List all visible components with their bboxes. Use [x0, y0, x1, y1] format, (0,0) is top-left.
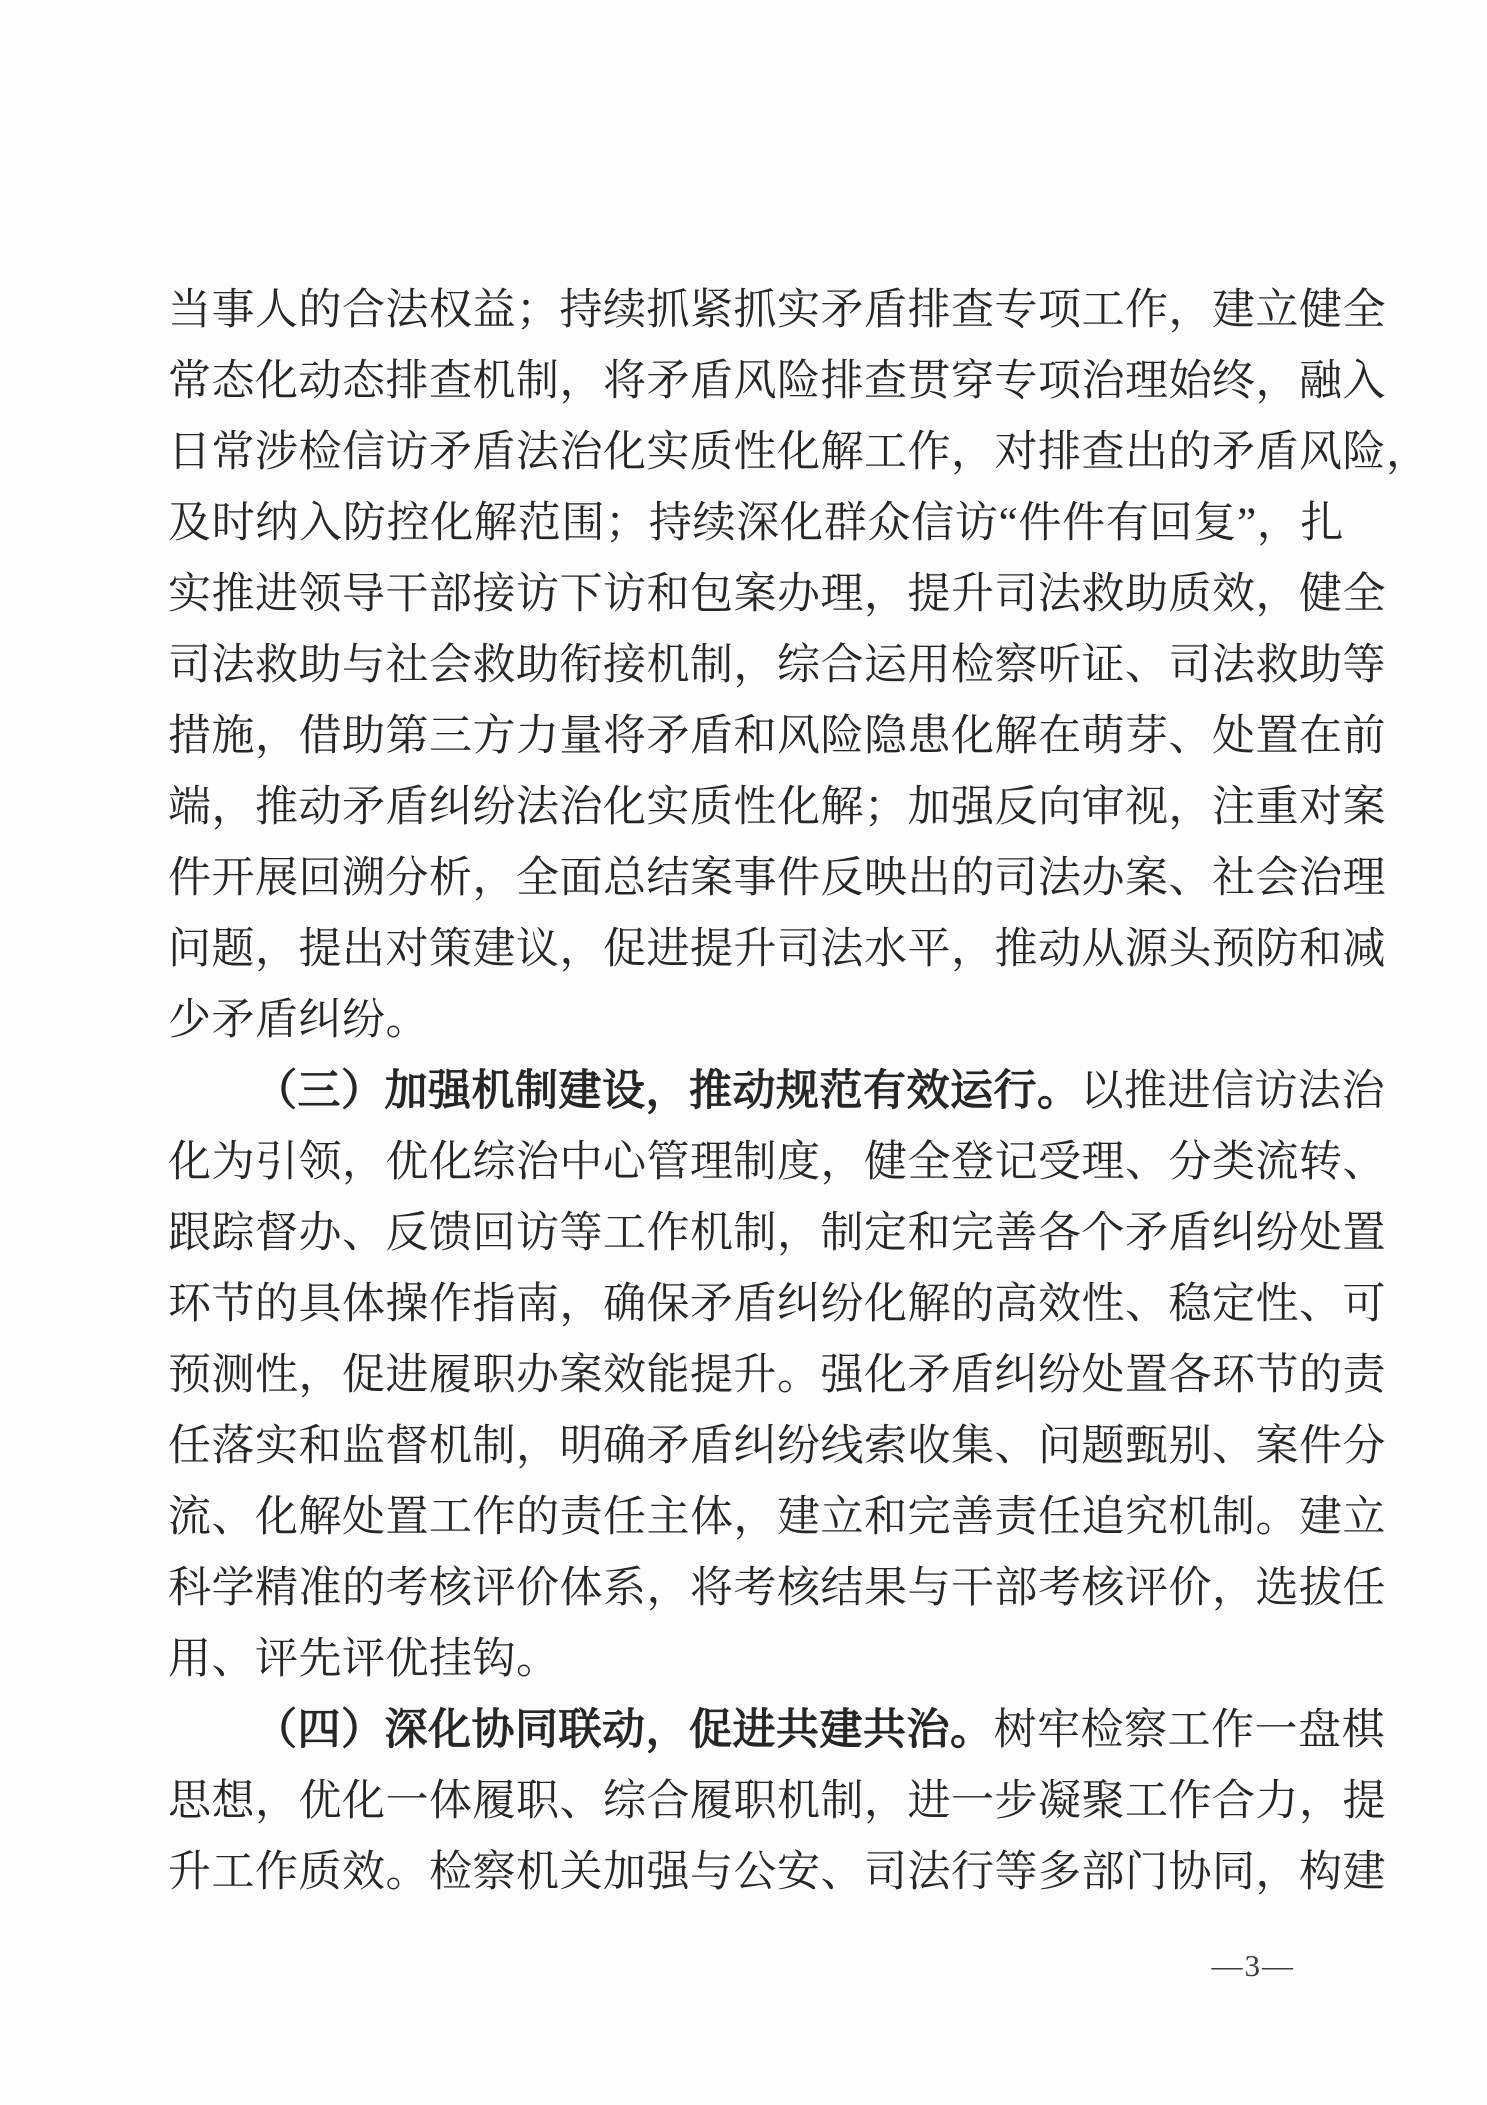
line-body: 件开展回溯分析，全面总结案事件反映出的司法办案、社会治理 [168, 855, 1386, 902]
text-line [168, 701, 1386, 772]
line-body: 措施，借助第三方力量将矛盾和风险隐患化解在萌芽、处置在前 [168, 713, 1386, 760]
text-line [168, 1624, 1344, 1695]
text-line [168, 1411, 1386, 1482]
text-line-section-4-heading [168, 1695, 1385, 1766]
text-line [168, 1198, 1386, 1269]
text-line [168, 1269, 1386, 1340]
text-line [168, 1127, 1386, 1198]
line-body: 少矛盾纠纷。 [168, 997, 429, 1044]
text-line [168, 417, 1430, 488]
line-body: 用、评先评优挂钩。 [168, 1636, 560, 1683]
line-body: 流、化解处置工作的责任主体，建立和完善责任追究机制。建立 [168, 1494, 1386, 1541]
line-heading: （四）深化协同联动，促进共建共治。 [254, 1707, 994, 1754]
text-line [168, 346, 1386, 417]
line-body: 树牢检察工作一盘棋 [993, 1707, 1385, 1754]
text-line [168, 275, 1386, 346]
line-body: 化为引领，优化综治中心管理制度，健全登记受理、分类流转、 [168, 1139, 1386, 1186]
line-body: 思想，优化一体履职、综合履职机制，进一步凝聚工作合力，提 [168, 1778, 1386, 1825]
line-body: 司法救助与社会救助衔接机制，综合运用检察听证、司法救助等 [168, 642, 1386, 689]
text-line [168, 488, 1344, 559]
line-heading: （三）加强机制建设，推动规范有效运行。 [254, 1068, 1081, 1115]
text-line [168, 843, 1386, 914]
line-body: 升工作质效。检察机关加强与公安、司法行等多部门协同，构建 [168, 1849, 1386, 1896]
text-line [168, 1766, 1386, 1837]
line-body: 任落实和监督机制，明确矛盾纠纷线索收集、问题甄别、案件分 [168, 1423, 1386, 1470]
line-body: 问题，提出对策建议，促进提升司法水平，推动从源头预防和减 [168, 926, 1386, 973]
line-body: 预测性，促进履职办案效能提升。强化矛盾纠纷处置各环节的责 [168, 1352, 1386, 1399]
text-line [168, 1482, 1386, 1553]
text-line [168, 1837, 1386, 1908]
line-body: 当事人的合法权益；持续抓紧抓实矛盾排查专项工作，建立健全 [168, 287, 1386, 334]
document-text-block [168, 275, 1430, 1908]
line-body: 实推进领导干部接访下访和包案办理，提升司法救助质效，健全 [168, 571, 1386, 618]
text-line [168, 630, 1386, 701]
text-line [168, 985, 1344, 1056]
text-line [168, 914, 1386, 985]
line-body: 环节的具体操作指南，确保矛盾纠纷化解的高效性、稳定性、可 [168, 1281, 1386, 1328]
line-body: 常态化动态排查机制，将矛盾风险排查贯穿专项治理始终，融入 [168, 358, 1386, 405]
line-body: 及时纳入防控化解范围；持续深化群众信访“件件有回复”，扎 [168, 500, 1344, 547]
text-line [168, 559, 1386, 630]
line-body: 以推进信访法治 [1080, 1068, 1385, 1115]
line-body: 端，推动矛盾纠纷法治化实质性化解；加强反向审视，注重对案 [168, 784, 1386, 831]
text-line [168, 1553, 1386, 1624]
page-number: —3— [1211, 1948, 1295, 1983]
line-body: 日常涉检信访矛盾法治化实质性化解工作，对排查出的矛盾风险， [168, 429, 1430, 476]
line-body: 科学精准的考核评价体系，将考核结果与干部考核评价，选拔任 [168, 1565, 1386, 1612]
text-line-section-3-heading [168, 1056, 1385, 1127]
text-line [168, 772, 1386, 843]
text-line [168, 1340, 1386, 1411]
line-body: 跟踪督办、反馈回访等工作机制，制定和完善各个矛盾纠纷处置 [168, 1210, 1386, 1257]
